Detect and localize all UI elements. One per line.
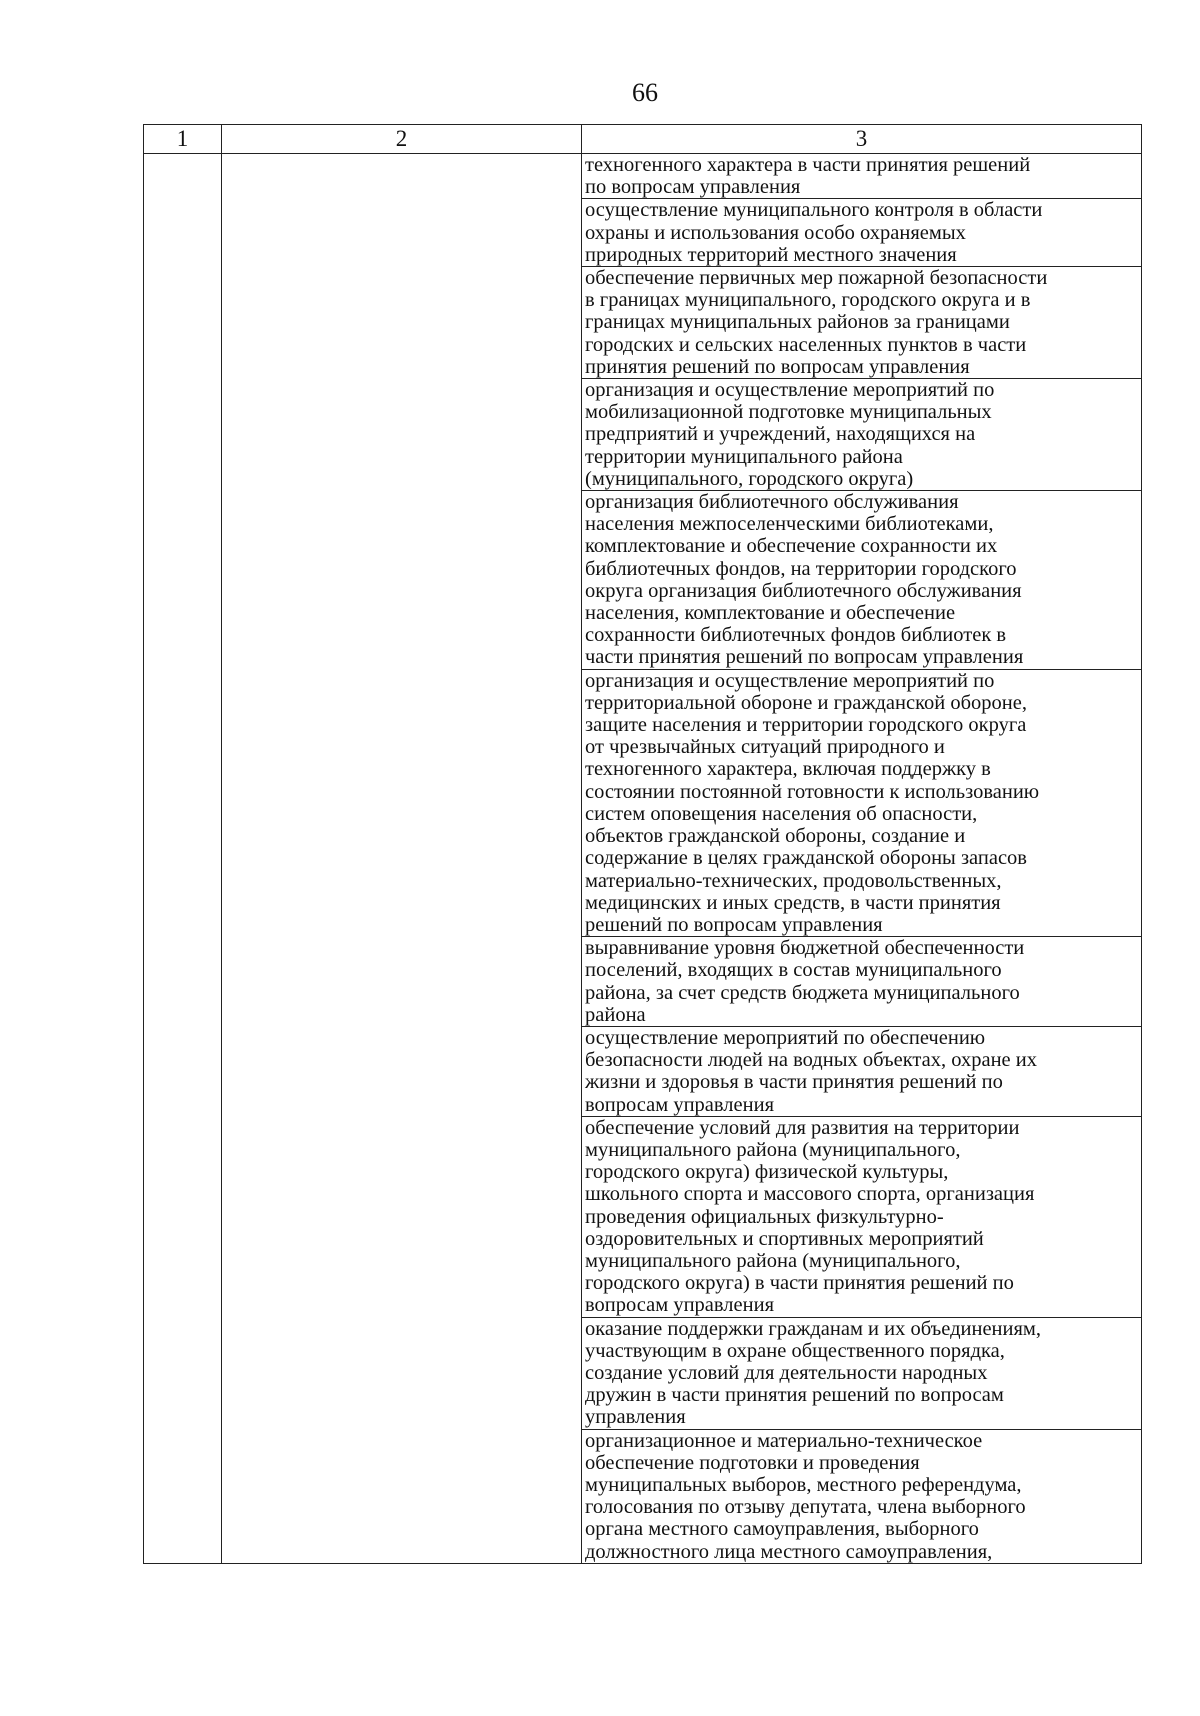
table-header-row (144, 125, 1142, 154)
column-1-cell (144, 154, 222, 1564)
authority-entry: техногенного характера в части принятия решений по вопросам управления (582, 154, 1142, 199)
authority-entry: оказание поддержки гражданам и их объединениям, участвующим в охране общественного порядка, создание условий для деятельности народных дружин в части принятия решений по вопросам управления (582, 1317, 1142, 1429)
column-header-1: 1 (144, 125, 222, 154)
authority-entry: организация и осуществление мероприятий по мобилизационной подготовке муниципальных предприятий и учреждений, находящихся на территории муниципального района (муниципального, городского округа) (582, 379, 1142, 491)
table-row (144, 154, 1142, 199)
authority-entry: осуществление мероприятий по обеспечению безопасности людей на водных объектах, охране их жизни и здоровья в части принятия решений по вопросам управления (582, 1026, 1142, 1116)
authority-entry: осуществление муниципального контроля в области охраны и использования особо охраняемых природных территорий местного значения (582, 199, 1142, 267)
column-header-3: 3 (582, 125, 1142, 154)
authority-entry: организационное и материально-техническое обеспечение подготовки и проведения муниципальных выборов, местного референдума, голосования по отзыву депутата, члена выборного органа местного самоуправления, выборного должностного лица местного самоуправления, (582, 1429, 1142, 1563)
authority-entry: организация и осуществление мероприятий по территориальной обороне и гражданской обороне, защите населения и территории городского округа от чрезвычайных ситуаций природного и техногенного характера, включая поддержку в состоянии постоянной готовности к использованию систем оповещения населения об опасности, объектов гражданской обороны, создание и содержание в целях гражданской обороны запасов материально-технических, продовольственных, медицинских и иных средств, в части принятия решений по вопросам управления (582, 669, 1142, 936)
authority-entry: организация библиотечного обслуживания населения межпоселенческими библиотеками, комплектование и обеспечение сохранности их библиотечных фондов, на территории городского округа организация библиотечного обслуживания населения, комплектование и обеспечение сохранности библиотечных фондов библиотек в части принятия решений по вопросам управления (582, 491, 1142, 670)
column-header-2: 2 (222, 125, 582, 154)
document-table (143, 124, 1142, 1564)
authority-entry: обеспечение условий для развития на территории муниципального района (муниципального, городского округа) физической культуры, школьного спорта и массового спорта, организация проведения официальных физкультурно- оздоровительных и спортивных мероприятий муниципального района (муниципального, городского округа) в части принятия решений по вопросам управления (582, 1116, 1142, 1317)
authority-entry: выравнивание уровня бюджетной обеспеченности поселений, входящих в состав муниципального района, за счет средств бюджета муниципального района (582, 937, 1142, 1027)
page-number: 66 (632, 78, 658, 107)
column-2-cell (222, 154, 582, 1564)
authority-entry: обеспечение первичных мер пожарной безопасности в границах муниципального, городского округа и в границах муниципальных районов за границами городских и сельских населенных пунктов в части принятия решений по вопросам управления (582, 267, 1142, 379)
